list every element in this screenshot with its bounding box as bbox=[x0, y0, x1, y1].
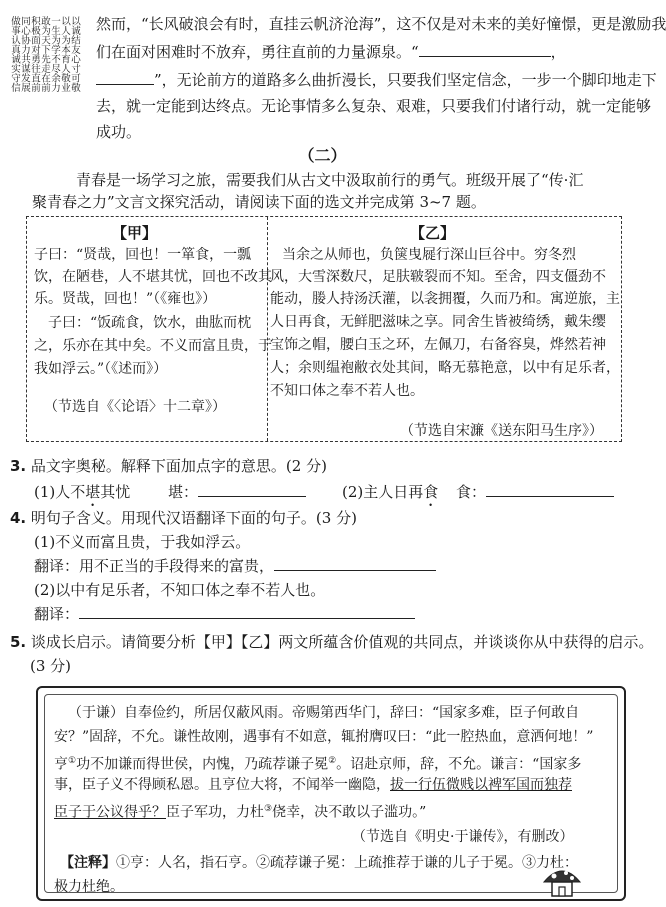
jia-line: 之，乐亦在其中矣。不义而富且贵，于 bbox=[34, 338, 272, 354]
q3-part-a bbox=[34, 482, 130, 510]
translation-text: 翻译：用不正当的手段得来的富贵， bbox=[34, 557, 275, 575]
note-mark: ① bbox=[68, 756, 77, 766]
q3-part-b bbox=[342, 482, 438, 510]
yi-line: 宝饰之帽，腰白玉之环，左佩刀，右备容臭，烨然若神 bbox=[270, 337, 606, 353]
question-number: 4. bbox=[10, 509, 27, 527]
question-number: 3. bbox=[10, 457, 27, 475]
yi-line: 能动，媵人持汤沃灌，以衾拥覆，久而乃和。寓逆旅，主 bbox=[270, 291, 620, 307]
yi-line: 不知口体之奉不若人也。 bbox=[270, 383, 424, 399]
note-label: 【注释】 bbox=[60, 855, 116, 871]
q4-translation-2 bbox=[34, 604, 415, 624]
answer-blank[interactable] bbox=[274, 556, 436, 571]
question-5 bbox=[10, 632, 653, 652]
yi-line: 当余之从师也，负箧曳屣行深山巨谷中。穷冬烈 bbox=[282, 247, 576, 263]
dotted-char: 堪 bbox=[85, 483, 101, 501]
answer-label: 食： bbox=[456, 483, 487, 501]
yi-line: 人日再食，无鲜肥滋味之享。同舍生皆被绮绣，戴朱缨 bbox=[270, 314, 606, 330]
answer-label: 堪： bbox=[168, 483, 199, 501]
side-column: 以诚结友心寸可敬 bbox=[69, 16, 80, 92]
question-3 bbox=[10, 456, 327, 476]
bing-text: 功不加谦而得世侯，内愧，乃疏荐谦子冕 bbox=[76, 756, 329, 773]
bing-line: 安？”固辞，不允。谦性故刚，遇事有不如意，辄拊膺叹曰：“此一腔热血，意洒何地！” bbox=[54, 729, 594, 745]
side-column: 以人为本育人敬业 bbox=[59, 16, 70, 92]
side-column: 敢为天下先走在前 bbox=[39, 16, 50, 92]
bing-text: 亨 bbox=[54, 756, 68, 773]
jia-line: 乐。贤哉，回也！”（《雍也》） bbox=[34, 291, 217, 307]
bing-line: （于谦）自奉俭约，所居仅蔽风雨。帝赐第西华门，辞曰：“国家多难，臣子何敢自 bbox=[68, 705, 580, 721]
question-score: (3 分) bbox=[30, 657, 72, 675]
note-mark: ③ bbox=[264, 804, 273, 814]
intro-line: 去，就一定能到达终点。无论事情多么复杂、艰难，只要我们付诸行动，就一定能够 bbox=[96, 97, 652, 115]
bing-text: 。诏赴京师，辞，不允。谦言：“国家多 bbox=[336, 756, 582, 773]
question-text: 品文字奥秘。解释下面加点字的意思。(2 分) bbox=[30, 457, 327, 475]
bing-line bbox=[54, 774, 572, 796]
jia-line: 我如浮云。”（《述而》） bbox=[34, 361, 168, 377]
jia-line: 子曰：“饭疏食，饮水，曲肱而枕 bbox=[48, 315, 252, 331]
intro-line: 然而，“长风破浪会有时，直挂云帆济沧海”，这不仅是对未来的美好憧憬，更是激励我 bbox=[96, 15, 666, 33]
answer-blank[interactable] bbox=[79, 604, 415, 619]
answer-blank[interactable] bbox=[419, 42, 551, 57]
intro-line bbox=[96, 70, 657, 90]
yi-line: 人；余则缊袍敝衣处其间，略无慕艳意，以中有足乐者， bbox=[270, 360, 620, 376]
bing-line bbox=[54, 798, 426, 824]
bing-line bbox=[54, 750, 581, 776]
bing-text: 臣子军功，力杜 bbox=[166, 804, 264, 821]
side-column: 做事认真诚实守信 bbox=[9, 16, 20, 92]
bing-source: （节选自《明史·于谦传》，有删改） bbox=[352, 829, 574, 845]
q4-sentence-2: (2)以中有足乐者，不知口体之奉不若人也。 bbox=[34, 581, 326, 599]
note-mark: ② bbox=[328, 756, 337, 766]
intro-text: ”，无论前方的道路多么曲折漫长，只要我们坚定信念，一步一个脚印地走下 bbox=[154, 71, 657, 89]
lead-line: 青春是一场学习之旅，需要我们从古文中汲取前行的勇气。班级开展了“传·汇 bbox=[76, 171, 584, 189]
q3-phrase: 其忧 bbox=[100, 483, 131, 501]
side-column: 积极面对勇往直前 bbox=[29, 16, 40, 92]
underlined-text: 臣子于公议得乎？ bbox=[54, 804, 166, 821]
q3-a-answer bbox=[168, 482, 306, 502]
bing-note bbox=[60, 852, 578, 874]
q3-b-answer bbox=[456, 482, 614, 502]
side-column: 同心协力共谋发展 bbox=[19, 16, 30, 92]
question-number: 5. bbox=[10, 633, 27, 651]
q3-phrase: (2)主人日再 bbox=[342, 483, 424, 501]
bing-text: 事，臣子义不得顾私恩。且亨位大将，不闻举一幽隐， bbox=[54, 777, 390, 793]
mushroom-house-icon bbox=[540, 864, 584, 898]
q3-phrase: (1)人不 bbox=[34, 483, 86, 501]
divider bbox=[267, 217, 268, 441]
bing-note-cont: 极力杜绝。 bbox=[54, 879, 124, 895]
question-4 bbox=[10, 508, 357, 528]
question-text: 谈成长启示。请简要分析【甲】【乙】两文所蕴含价值观的共同点，并谈谈你从中获得的启示。 bbox=[30, 633, 654, 651]
intro-text: ， bbox=[550, 43, 566, 61]
note-text: ①亨：人名，指石亨。②疏荐谦子冕：上疏推荐于谦的儿子于冕。③力杜： bbox=[116, 855, 578, 871]
dotted-char: 食 bbox=[423, 483, 439, 501]
underlined-text: 拔一行伍微贱以裨军国而独荐 bbox=[390, 777, 572, 793]
yi-line: 风，大雪深数尺，足肤皲裂而不知。至舍，四支僵劲不 bbox=[270, 269, 606, 285]
intro-line bbox=[96, 42, 566, 62]
jia-source: （节选自《〈论语〉十二章》） bbox=[44, 399, 226, 415]
yi-tag: 【乙】 bbox=[410, 224, 456, 242]
translation-label: 翻译： bbox=[34, 605, 80, 623]
answer-blank[interactable] bbox=[486, 482, 614, 497]
intro-line: 成功。 bbox=[96, 123, 142, 141]
section-title: （二） bbox=[298, 146, 347, 165]
jia-line: 饮，在陋巷，人不堪其忧，回也不改其 bbox=[34, 269, 272, 285]
answer-blank[interactable] bbox=[198, 482, 306, 497]
q4-translation-1 bbox=[34, 556, 436, 576]
answer-blank[interactable] bbox=[96, 70, 154, 85]
side-column: 一生为学不尽余力 bbox=[49, 16, 60, 92]
q4-sentence-1: (1)不义而富且贵，于我如浮云。 bbox=[34, 533, 251, 551]
jia-line: 子曰：“贤哉，回也！一箪食，一瓢 bbox=[34, 247, 252, 263]
jia-tag: 【甲】 bbox=[112, 224, 158, 242]
bing-text: 侥幸，决不敢以子滥功。” bbox=[272, 804, 427, 821]
lead-line: 聚青春之力”文言文探究活动，请阅读下面的选文并完成第 3~7 题。 bbox=[32, 193, 486, 211]
yi-source: （节选自宋濂《送东阳马生序》） bbox=[400, 423, 603, 439]
question-text: 明句子含义。用现代汉语翻译下面的句子。(3 分) bbox=[30, 509, 357, 527]
intro-text: 们在面对困难时不放弃，勇往直前的力量源泉。“ bbox=[96, 43, 419, 61]
